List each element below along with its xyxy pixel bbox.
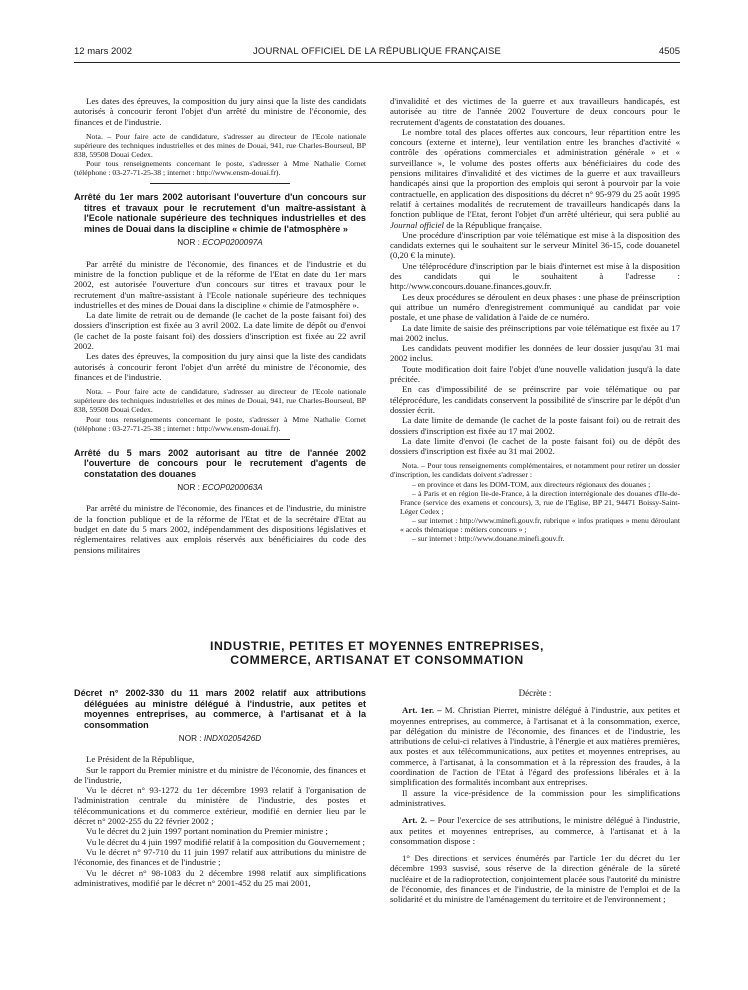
journal-reference: Journal officiel xyxy=(390,219,444,230)
nor-reference xyxy=(74,238,366,248)
separator-rule xyxy=(150,439,290,440)
separator-rule xyxy=(150,183,290,184)
nor-label: NOR : xyxy=(178,734,202,743)
nor-code: ECOP0200063A xyxy=(202,483,263,493)
nor-code: ECOP0200097A xyxy=(202,238,263,248)
article-text: Pour l'exercice de ses attributions, le ministre délégué à l'industrie, aux petites et moyennes entreprises, au commerce, à l'artisanat et à la consommation dispose : xyxy=(390,815,680,846)
paragraph-text: de la République française. xyxy=(446,219,542,230)
visa-line: Vu le décret n° 98-1083 du 2 décembre 1998 relatif aux simplifications administratives, modifié par le décret n° 2001-452 du 25 mai 2001, xyxy=(74,867,366,888)
nor-label: NOR : xyxy=(177,238,200,248)
body-paragraph: En cas d'impossibilité de se préinscrire par voie télématique ou par téléprocédure, les candidats conservent la possibilité de s'inscrire par le dépôt d'un dossier écrit. xyxy=(390,384,680,415)
arrete-title: Arrêté du 5 mars 2002 autorisant au titre de l'année 2002 l'ouverture de concours pour le recrutement d'agents de constatation des douanes xyxy=(74,447,366,479)
nota-paragraph: Nota. – Pour tous renseignements complémentaires, et notamment pour retirer un dossier d'inscription, les candidats doivent s'adresser : xyxy=(390,461,680,480)
visa-line: Sur le rapport du Premier ministre et du ministre de l'économie, des finances et de l'industrie, xyxy=(74,764,366,785)
article-label: Art. 1er. – xyxy=(402,705,442,716)
nota-bullet: – à Paris et en région Ile-de-France, à la direction interrégionale des douanes d'Ile-de-France (service des examens et concours), 3, rue de l'Eglise, BP 21, 94471 Boissy-Saint-Léger Cedex ; xyxy=(400,488,680,516)
intro-paragraph: Les dates des épreuves, la composition du jury ainsi que la liste des candidats autorisés à concourir feront l'objet d'un arrêté du ministre de l'économie, des finances et de l'industrie. xyxy=(74,96,366,127)
arrete-title: Arrêté du 1er mars 2002 autorisant l'ouverture d'un concours sur titres et travaux pour le recrutement d'un maître-assistant à l'Ecole nationale supérieure des techniques industrielles et des mines de Douai dans la discipline « chimie de l'atmosphère » xyxy=(74,192,366,234)
nota-bullet: – en province et dans les DOM-TOM, aux directeurs régionaux des douanes ; xyxy=(412,479,651,489)
decret-title: Décret n° 2002-330 du 11 mars 2002 relatif aux attributions déléguées au ministre délégué à l'industrie, aux petites et moyennes entreprises, au commerce, à l'artisanat et à la consommation xyxy=(74,688,366,730)
nota-bullet: – sur internet : http://www.minefi.gouv.fr, rubrique « infos pratiques » menu déroulant « accès thématique : métiers concours » ; xyxy=(400,515,680,535)
body-paragraph: Les candidats peuvent modifier les données de leur dossier jusqu'au 31 mai 2002 inclus. xyxy=(390,343,680,364)
body-paragraph: La date limite de retrait ou de demande (le cachet de la poste faisant foi) des dossiers d'inscription est fixée au 3 avril 2002. La date limite de dépôt ou d'envoi (le cachet de la poste faisant foi) des dossiers d'inscription est fixée au 22 avril 2002. xyxy=(74,310,366,352)
nota-paragraph: Nota. – Pour faire acte de candidature, s'adresser au directeur de l'Ecole nationale supérieure des techniques industrielles et des mines de Douai, 941, rue Charles-Bourseul, BP 838, 59508 Douai Cedex. xyxy=(74,131,366,160)
visa-line: Vu le décret n° 97-710 du 11 juin 1997 relatif aux attributions du ministre de l'économie, des finances et de l'industrie ; xyxy=(74,846,366,868)
nor-reference xyxy=(74,483,366,493)
journal-title: JOURNAL OFFICIEL DE LA RÉPUBLIQUE FRANÇAISE xyxy=(252,46,502,57)
nor-label: NOR : xyxy=(177,483,200,493)
section-heading xyxy=(74,640,680,667)
right-column-bottom xyxy=(390,688,680,905)
header-date: 12 mars 2002 xyxy=(74,46,133,57)
article-paragraph: Il assure la vice-présidence de la commission pour les simplifications administratives. xyxy=(390,787,680,808)
body-paragraph: La date limite de saisie des préinscriptions par voie télématique est fixée au 17 mai 2002 inclus. xyxy=(390,322,680,343)
nota-contact: Pour tous renseignements concernant le poste, s'adresser à Mme Nathalie Cornet (téléphone : 03-27-71-25-38 ; internet : http://www.ensm-douai.fr). xyxy=(74,159,366,178)
body-paragraph: Par arrêté du ministre de l'économie, des finances et de l'industrie, du ministre de la fonction publique et de la réforme de l'Etat et de la secrétaire d'Etat au budget en date du 5 mars 2002, indépendamment des dispositions législatives et réglementaires relatives aux emplois réservés aux bénéficiaires du code des pensions militaires xyxy=(74,503,366,555)
nor-code: INDX0205426D xyxy=(203,734,262,743)
visa-line: Vu le décret du 4 juin 1997 modifié relatif à la composition du Gouvernement ; xyxy=(86,836,365,847)
visa-line: Vu le décret du 2 juin 1997 portant nomination du Premier ministre ; xyxy=(86,826,328,837)
page-number: 4505 xyxy=(658,46,680,57)
left-column-top xyxy=(74,96,366,555)
body-paragraph: Toute modification doit faire l'objet d'une nouvelle validation jusqu'à la date précitée. xyxy=(390,363,680,385)
section-heading-line: INDUSTRIE, PETITES ET MOYENNES ENTREPRISES, xyxy=(210,639,544,653)
body-paragraph: Par arrêté du ministre de l'économie, des finances et de l'industrie et du ministre de la fonction publique et de la réforme de l'Etat en date du 1er mars 2002, est autorisée l'ouverture d'un concours sur titres et travaux pour le recrutement d'un maître-assistant à l'Ecole nationale supérieure des techniques industrielles et des mines de Douai dans la discipline « chimie de l'atmosphère ». xyxy=(74,258,366,310)
nor-reference xyxy=(74,734,366,744)
section-heading-line: COMMERCE, ARTISANAT ET CONSOMMATION xyxy=(230,652,524,667)
article-paragraph: 1° Des directions et services énumérés par l'article 1er du décret du 1er décembre 1993 susvisé, sous réserve de la direction générale de la sûreté nucléaire et de la radioprotection, conjointement placée sous l'autorité du ministre de l'économie, des finances et de l'industrie, de la ministre de l'emploi et de la solidarité et du ministre de l'aménagement du territoire et de l'environnement ; xyxy=(390,853,680,905)
decrete-heading: Décrète : xyxy=(518,688,552,698)
left-column-bottom xyxy=(74,688,366,888)
body-paragraph xyxy=(390,127,680,230)
right-column-top xyxy=(390,96,680,543)
body-paragraph: Une procédure d'inscription par voie télématique est mise à la disposition des candidats externes qui le souhaitent sur le serveur Minitel 36-15, code douanetel (0,20 € la minute). xyxy=(390,229,680,261)
body-paragraph: Une téléprocédure d'inscription par le biais d'internet est mise à la disposition des candidats qui le souhaitent à l'adresse : http://www.concours.douane.finances.gouv.fr. xyxy=(390,260,680,292)
body-paragraph: d'invalidité et des victimes de la guerre et aux travailleurs handicapés, est autorisée au titre de l'année 2002 l'ouverture de deux concours pour le recrutement d'agents de constatation des douanes. xyxy=(390,96,680,127)
article-2 xyxy=(390,815,680,846)
nota-contact: Pour tous renseignements concernant le poste, s'adresser à Mme Nathalie Cornet (téléphone : 03-27-71-25-38 ; internet : http://www.ensm-douai.fr). xyxy=(74,414,366,433)
visa-line: Le Président de la République, xyxy=(86,754,195,765)
body-paragraph: La date limite de demande (le cachet de la poste faisant foi) ou de retrait des dossiers d'inscription est fixée au 17 mai 2002. xyxy=(390,415,680,436)
body-paragraph: Les deux procédures se déroulent en deux phases : une phase de préinscription qui attribue un numéro d'enregistrement communiqué au candidat par voie postale, et une phase de validation à l'aide de ce numéro. xyxy=(390,291,680,323)
page-header xyxy=(74,46,680,60)
article-1 xyxy=(390,705,680,787)
paragraph-text: Le nombre total des places offertes aux concours, leur répartition entre les concours (externe et interne), leur ventilation entre les branches d'activité « contrôle des opérations commerciales et administration générale » et « surveillance », le volume des postes offerts aux bénéficiaires du code des pensions militaires d'invalidité et des victimes de la guerre et aux travailleurs handicapés ainsi que la proportion des emplois qui seront à pourvoir par la voie contractuelle, en application des dispositions du décret n° 95-979 du 25 août 1995 relatif à certaines modalités de recrutement de travailleurs handicapés dans la fonction publique de l'Etat, feront l'objet d'un arrêté ultérieur, qui sera publié au xyxy=(390,126,680,220)
body-paragraph: Les dates des épreuves, la composition du jury ainsi que la liste des candidats autorisés à concourir feront l'objet d'un arrêté du ministre de l'économie, des finances et de l'industrie. xyxy=(74,351,366,382)
visa-line: Vu le décret n° 93-1272 du 1er décembre 1993 relatif à l'organisation de l'administration centrale du ministère de l'industrie, des postes et télécommunications et du commerce extérieur, modifié en dernier lieu par le décret n° 2002-255 du 22 février 2002 ; xyxy=(74,785,366,827)
header-rule xyxy=(74,62,680,63)
body-paragraph: La date limite d'envoi (le cachet de la poste faisant foi) ou de dépôt des dossiers d'inscription est fixée au 31 mai 2002. xyxy=(390,435,680,457)
article-label: Art. 2. – xyxy=(402,815,435,826)
nota-paragraph: Nota. – Pour faire acte de candidature, s'adresser au directeur de l'Ecole nationale supérieure des techniques industrielles et des mines de Douai, 941, rue Charles-Bourseul, BP 838, 59508 Douai Cedex. xyxy=(74,387,366,415)
nota-bullet: – sur internet : http://www.douane.minefi.gouv.fr. xyxy=(412,534,565,544)
article-text: M. Christian Pierret, ministre délégué à l'industrie, aux petites et moyennes entreprises, au commerce, à l'artisanat et à la consommation, exerce, par délégation du ministre de l'économie, des finances et de l'industrie, les attributions de celui-ci relatives à l'industrie, à l'énergie et aux matières premières, aux postes et aux télécommunications, aux petites et moyennes entreprises, au commerce, à l'artisanat, à la consommation et à la répression des fraudes, à la coordination de l'action de l'Etat à l'égard des professions libérales et à la simplification des formalités incombant aux entreprises. xyxy=(390,705,680,788)
